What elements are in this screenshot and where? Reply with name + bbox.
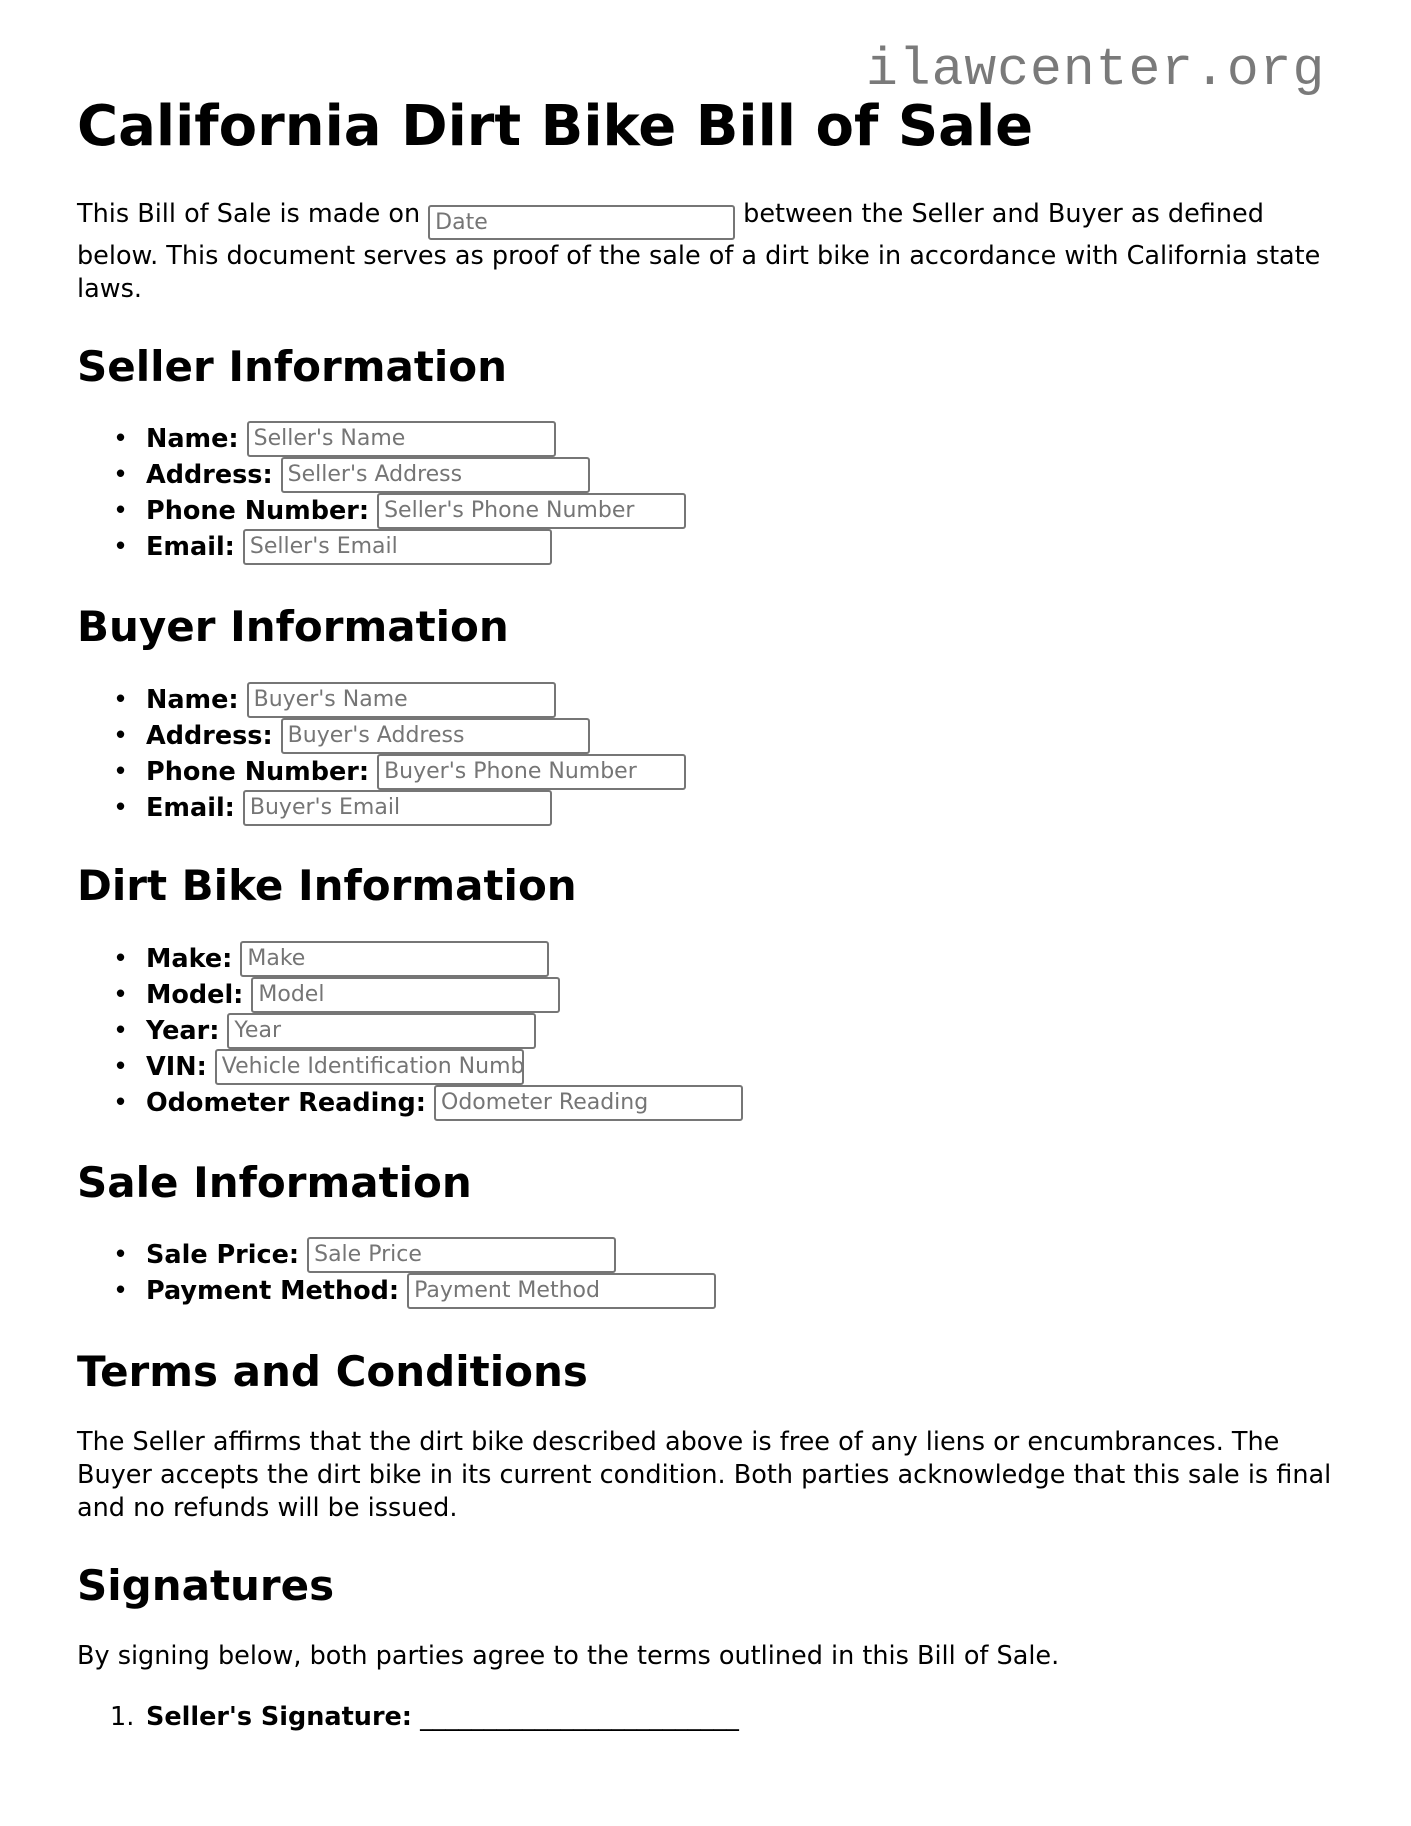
- list-item: [77, 421, 686, 457]
- field-label: Model:: [146, 980, 244, 1010]
- list-item: [77, 941, 743, 977]
- signatures-intro: By signing below, both parties agree to the terms outlined in this Bill of Sale.: [77, 1641, 1060, 1671]
- bullet-icon: •: [113, 944, 129, 974]
- bullet-icon: •: [113, 1016, 129, 1046]
- seller-email-field[interactable]: [243, 529, 552, 565]
- list-item: [77, 1013, 743, 1049]
- sale-price-field[interactable]: [307, 1237, 616, 1273]
- buyer-fields-list: [77, 682, 686, 826]
- list-item: [77, 754, 686, 790]
- buyer-section-heading: Buyer Information: [77, 602, 509, 651]
- intro-paragraph: [77, 198, 1337, 306]
- field-label: Address:: [146, 460, 273, 490]
- bullet-icon: •: [113, 460, 129, 490]
- signatures-list: [77, 1699, 739, 1735]
- bullet-icon: •: [113, 1276, 129, 1306]
- list-number: 1.: [110, 1702, 135, 1732]
- bullet-icon: •: [113, 1240, 129, 1270]
- bullet-icon: •: [113, 1052, 129, 1082]
- terms-paragraph: The Seller affirms that the dirt bike described above is free of any liens or encumbrances. The Buyer accepts the dirt bike in its current condition. Both parties acknowledge that this sale is final and no refunds will be issued.: [77, 1427, 1332, 1523]
- bullet-icon: •: [113, 757, 129, 787]
- seller-fields-list: [77, 421, 686, 565]
- list-item: [77, 1237, 716, 1273]
- list-item: [77, 1273, 716, 1309]
- odometer-field[interactable]: [434, 1085, 743, 1121]
- buyer-address-field[interactable]: [281, 718, 590, 754]
- bullet-icon: •: [113, 424, 129, 454]
- field-label: VIN:: [146, 1052, 207, 1082]
- bullet-icon: •: [113, 793, 129, 823]
- list-item: [77, 493, 686, 529]
- sale-fields-list: [77, 1237, 716, 1309]
- buyer-name-field[interactable]: [247, 682, 556, 718]
- field-label: Year:: [146, 1016, 220, 1046]
- buyer-phone-field[interactable]: [377, 754, 686, 790]
- bullet-icon: •: [113, 496, 129, 526]
- list-item: [77, 1085, 743, 1121]
- date-field[interactable]: [428, 205, 735, 240]
- year-field[interactable]: [227, 1013, 536, 1049]
- field-label: Email:: [146, 793, 235, 823]
- field-label: Payment Method:: [146, 1276, 400, 1306]
- field-label: Phone Number:: [146, 757, 370, 787]
- bike-fields-list: [77, 941, 743, 1121]
- seller-signature-label: Seller's Signature:: [146, 1702, 413, 1732]
- field-label: Name:: [146, 685, 239, 715]
- page-title: California Dirt Bike Bill of Sale: [77, 94, 1034, 159]
- payment-method-field[interactable]: [407, 1273, 716, 1309]
- field-label: Address:: [146, 721, 273, 751]
- field-label: Odometer Reading:: [146, 1088, 426, 1118]
- list-item: [77, 682, 686, 718]
- model-field[interactable]: [251, 977, 560, 1013]
- list-item: [77, 718, 686, 754]
- seller-address-field[interactable]: [281, 457, 590, 493]
- bullet-icon: •: [113, 685, 129, 715]
- make-field[interactable]: [240, 941, 549, 977]
- bullet-icon: •: [113, 721, 129, 751]
- watermark: ilawcenter.org: [866, 40, 1326, 100]
- signatures-section-heading: Signatures: [77, 1561, 335, 1610]
- list-item: [77, 529, 686, 565]
- seller-name-field[interactable]: [247, 421, 556, 457]
- intro-text-after: between the Seller and Buyer as defined below. This document serves as proof of the sale of a dirt bike in accordance with California state laws.: [77, 199, 1321, 304]
- bullet-icon: •: [113, 532, 129, 562]
- terms-section-heading: Terms and Conditions: [77, 1347, 588, 1396]
- seller-phone-field[interactable]: [377, 493, 686, 529]
- list-item: [77, 977, 743, 1013]
- bullet-icon: •: [113, 980, 129, 1010]
- vin-field[interactable]: [215, 1049, 524, 1085]
- intro-text-before: This Bill of Sale is made on: [77, 199, 421, 229]
- field-label: Make:: [146, 944, 233, 974]
- field-label: Name:: [146, 424, 239, 454]
- list-item: [77, 1699, 739, 1735]
- list-item: [77, 1049, 743, 1085]
- bullet-icon: •: [113, 1088, 129, 1118]
- list-item: [77, 457, 686, 493]
- field-label: Email:: [146, 532, 235, 562]
- bike-section-heading: Dirt Bike Information: [77, 861, 577, 910]
- field-label: Phone Number:: [146, 496, 370, 526]
- buyer-email-field[interactable]: [243, 790, 552, 826]
- seller-signature-line[interactable]: _________________________: [420, 1702, 739, 1732]
- seller-section-heading: Seller Information: [77, 342, 508, 391]
- list-item: [77, 790, 686, 826]
- field-label: Sale Price:: [146, 1240, 300, 1270]
- sale-section-heading: Sale Information: [77, 1158, 472, 1207]
